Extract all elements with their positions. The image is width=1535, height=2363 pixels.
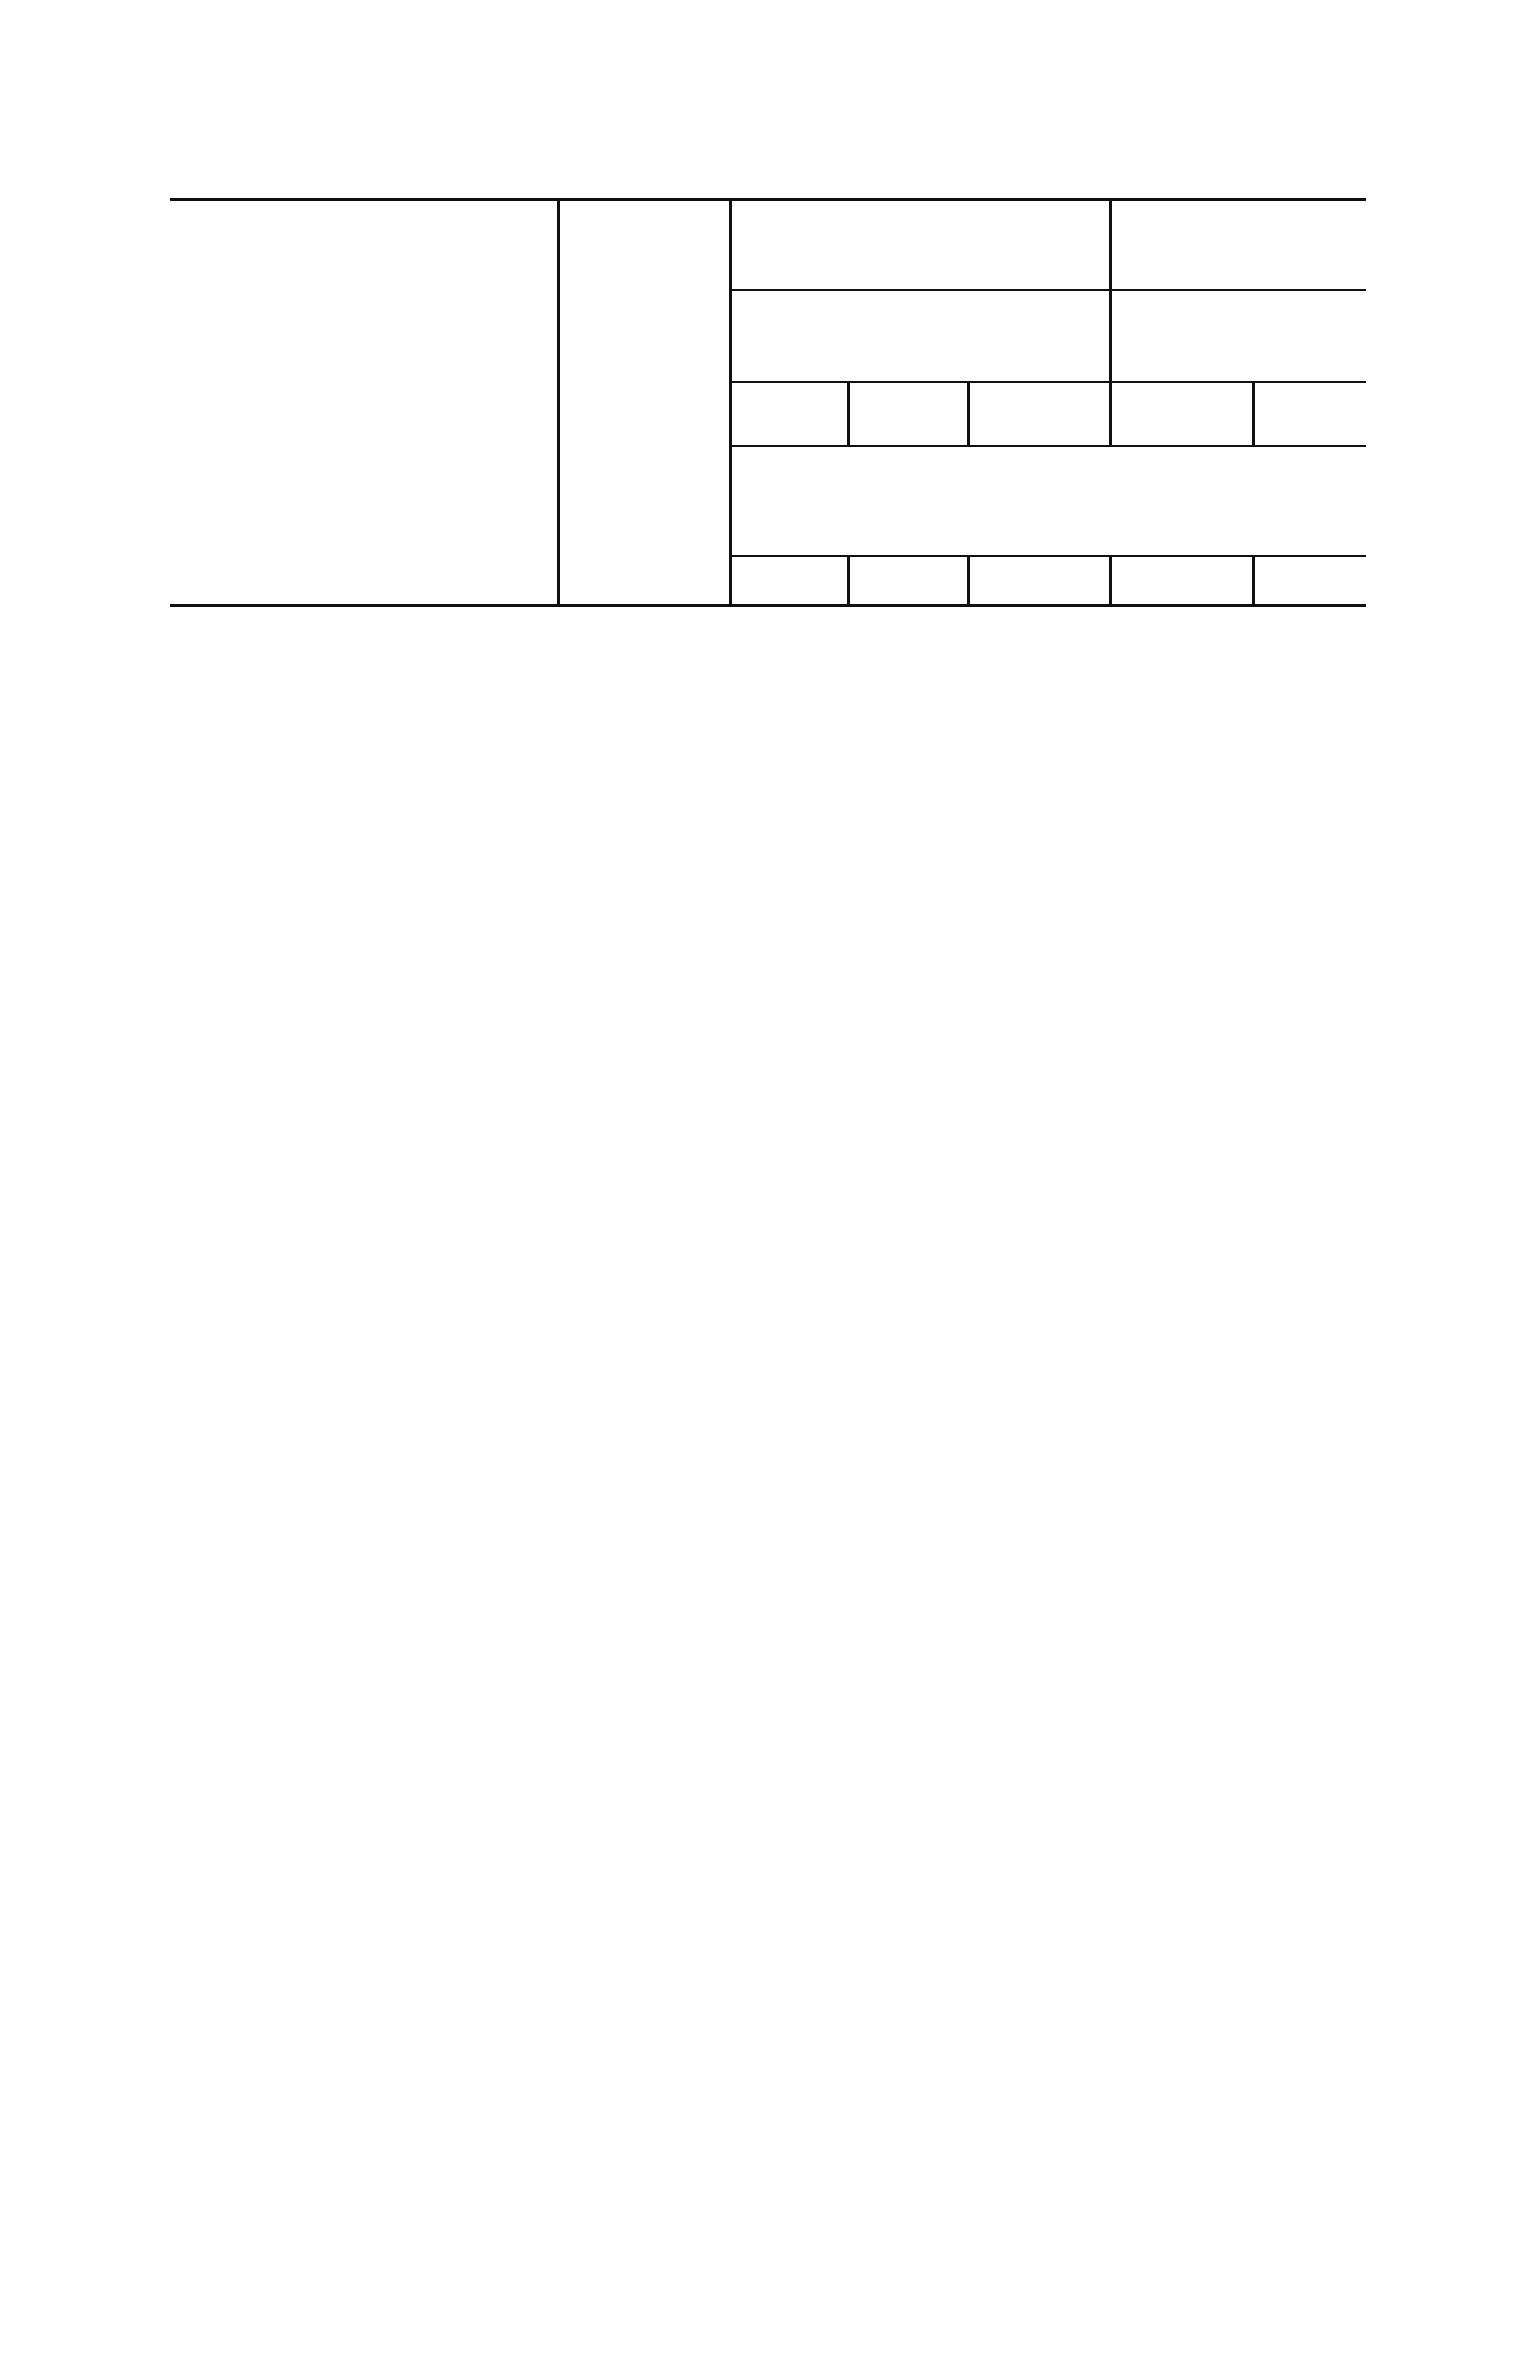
header-cost — [1253, 556, 1366, 606]
header-empty — [170, 556, 558, 606]
header-sub-passengers — [1110, 290, 1366, 382]
header-sub-refuels — [730, 290, 1110, 382]
header-cost — [848, 556, 968, 606]
header-cost — [968, 556, 1110, 606]
header-cost — [1110, 556, 1253, 606]
header-group-fuel-stations — [730, 200, 1110, 291]
cost-table — [170, 198, 1366, 607]
header-group-bus-stations — [1110, 200, 1366, 291]
header-cost — [730, 556, 848, 606]
header-unit — [558, 200, 730, 557]
header-count — [968, 382, 1110, 446]
header-name — [170, 200, 558, 557]
header-empty — [558, 556, 730, 606]
header-count — [730, 382, 848, 446]
header-count — [848, 382, 968, 446]
header-cost-label — [730, 446, 1366, 556]
header-count — [1253, 382, 1366, 446]
header-count — [1110, 382, 1253, 446]
